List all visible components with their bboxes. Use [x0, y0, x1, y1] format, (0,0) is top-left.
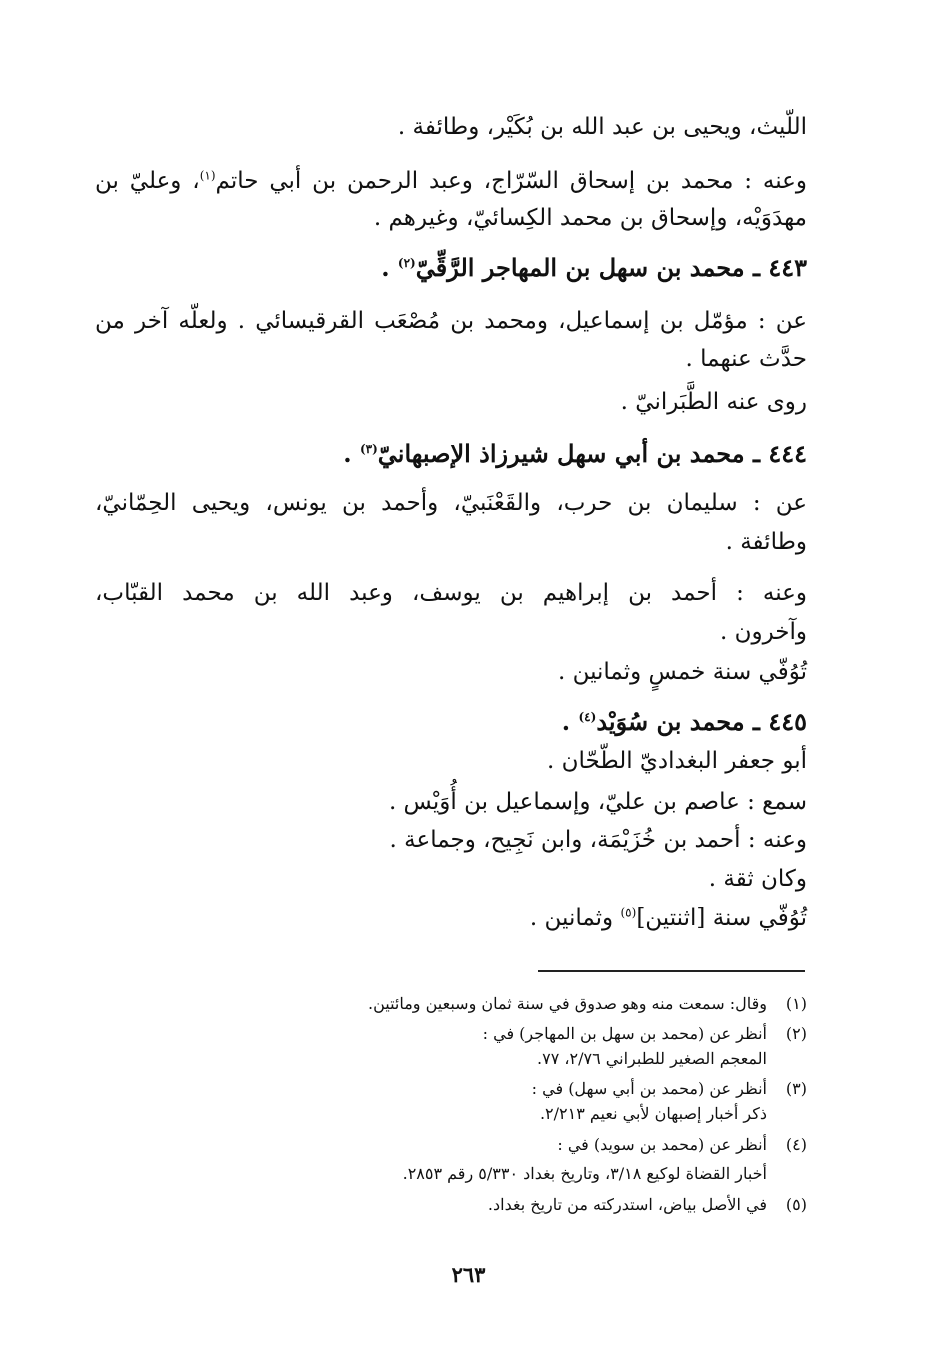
entry-heading-444: ٤٤٤ ـ محمد بن أبي سهل شيرزاذ الإصبهانيّ$^{(٣)}$ . — [343, 439, 807, 468]
entry-heading-443: ٤٤٣ ـ محمد بن سهل بن المهاجر الرَّقِّيّ$^{(٢)}$ . — [381, 253, 807, 282]
text-line: وعنه : أحمد بن خُزَيْمَة، وابن نَجِيح، وجماعة . — [389, 827, 807, 853]
page-number: ٢٦٣ — [451, 1262, 486, 1287]
footnote-ref: (٣) — [359, 442, 378, 456]
footnote-2-cont: المعجم الصغير للطبراني ٢/٧٦، ٧٧. — [537, 1049, 767, 1068]
text-line: سمع : عاصم بن عليّ، وإسماعيل بن أُوَيْس . — [388, 789, 807, 815]
text-line: عن : مؤمّل بن إسماعيل، ومحمد بن مُصْعَب القرقيسائي . ولعلّه آخر من — [95, 308, 807, 334]
text-line: مهدَوَيْه، وإسحاق بن محمد الكِسائيّ، وغيرهم . — [373, 205, 807, 231]
text-line: تُوُفّي سنة خمسٍ وثمانين . — [557, 659, 807, 685]
footnote-4: (٤)أنظر عن (محمد بن سويد) في : — [557, 1135, 807, 1154]
text-line: وعنه : محمد بن إسحاق السّرّاج، وعبد الرحمن بن أبي حاتم$^{(١)}$، وعليّ بن — [95, 168, 807, 194]
text-line: أبو جعفر البغداديّ الطّحّان . — [546, 748, 807, 774]
footnote-ref: (٢) — [397, 256, 416, 270]
footnote-separator — [538, 970, 805, 972]
text-line: اللّيث، ويحيى بن عبد الله بن بُكَيْر، وطائفة . — [397, 114, 807, 140]
text-line: عن : سليمان بن حرب، والقَعْنَبيّ، وأحمد بن يونس، ويحيى الحِمّانيّ، — [95, 490, 807, 516]
footnote-3: (٣)أنظر عن (محمد بن أبي سهل) في : — [531, 1079, 807, 1098]
text-line: تُوُفّي سنة [اثنتين]$^{(٥)}$ وثمانين . — [529, 905, 807, 931]
footnote-ref: (١) — [199, 168, 216, 183]
text-line: وكان ثقة . — [708, 866, 807, 892]
footnote-ref: (٥) — [620, 905, 637, 920]
footnote-1: (١)وقال: سمعت منه وهو صدوق في سنة ثمان وسبعين ومائتين. — [367, 994, 807, 1013]
footnote-4-cont: أخبار القضاة لوكيع ٣/١٨، وتاريخ بغداد ٥/٣٣٠ رقم ٢٨٥٣. — [402, 1164, 767, 1183]
footnote-3-cont: ذكر أخبار إصبهان لأبي نعيم ٢/٢١٣. — [539, 1104, 767, 1123]
footnote-ref: (٤) — [578, 710, 597, 724]
entry-heading-445: ٤٤٥ ـ محمد بن سُوَيْد$^{(٤)}$ . — [561, 707, 807, 736]
footnote-2: (٢)أنظر عن (محمد بن سهل بن المهاجر) في : — [482, 1024, 807, 1043]
footnote-5: (٥)في الأصل بياض، استدركته من تاريخ بغداد. — [487, 1195, 807, 1214]
text-line: روى عنه الطَّبَرانيّ . — [620, 389, 807, 415]
text-line: وطائفة . — [725, 529, 807, 555]
text-line: وعنه : أحمد بن إبراهيم بن يوسف، وعبد الله بن محمد القبّاب، — [95, 580, 807, 606]
text-line: وآخرون . — [719, 619, 807, 645]
text-line: حدَّث عنهما . — [685, 346, 807, 372]
